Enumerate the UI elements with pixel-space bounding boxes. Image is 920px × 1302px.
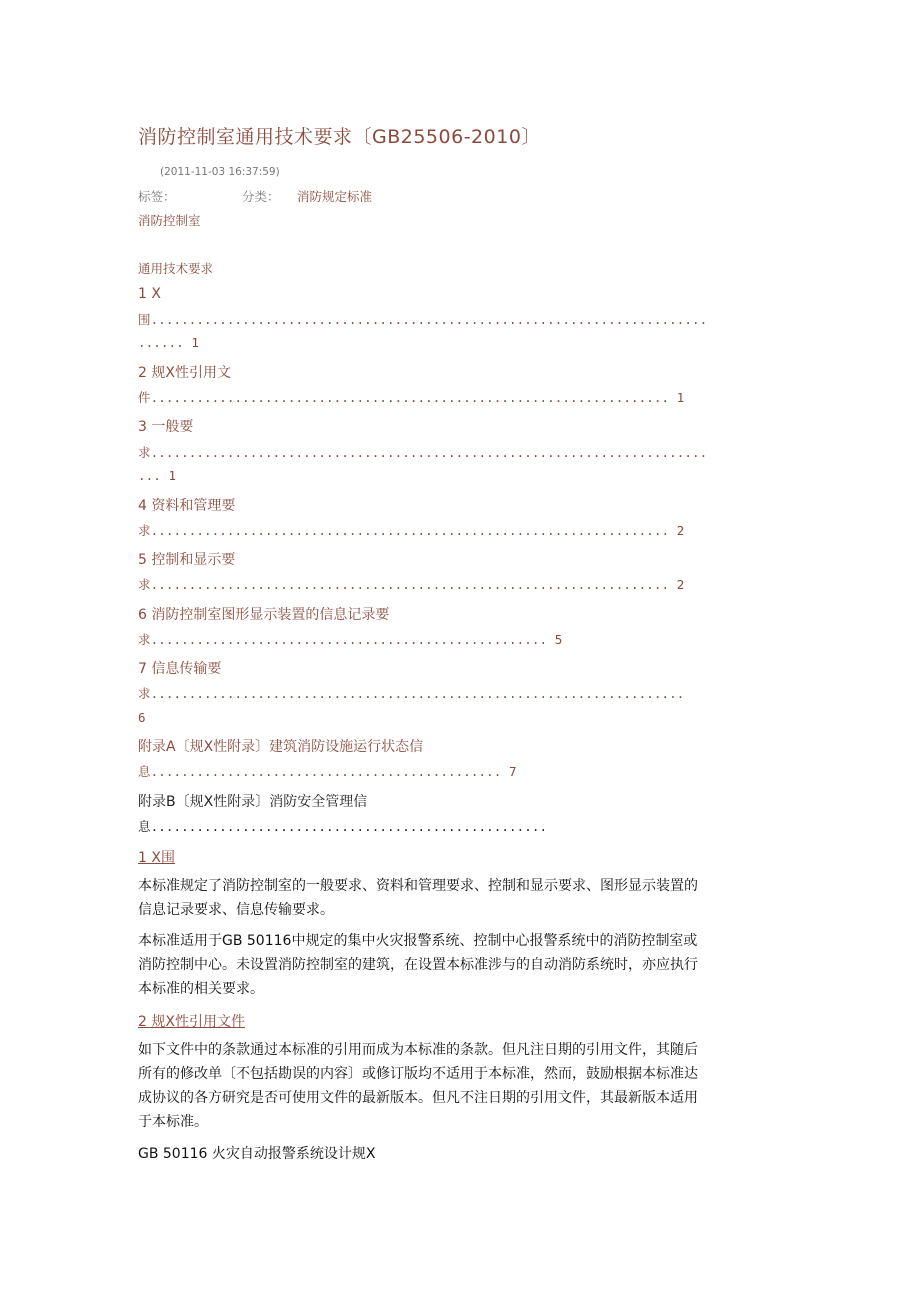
paragraph-line: 于本标准。 — [138, 1114, 208, 1130]
toc-entry-title: 附录B〔规X性附录〕消防安全管理信 — [138, 794, 368, 810]
section-1-paragraph-1 — [138, 874, 788, 922]
toc-entry-title: 2 规X性引用文 — [138, 365, 231, 381]
toc-entry-leader: 件.................................................................... 1 — [138, 390, 685, 405]
section-1-paragraph-2 — [138, 929, 788, 1001]
toc-entry-page: ...... 1 — [138, 335, 200, 350]
meta-row — [138, 187, 373, 205]
paragraph-line: 本标准适用于GB 50116中规定的集中火灾报警系统、控制中心报警系统中的消防控制室或 — [138, 933, 698, 949]
toc-entry-page: ... 1 — [138, 468, 177, 483]
toc-entry-title: 6 消防控制室图形显示装置的信息记录要 — [138, 607, 390, 623]
toc-entry-page: 6 — [138, 710, 146, 725]
tag-label: 标签： — [138, 189, 176, 204]
paragraph-line: 成协议的各方研究是否可使用文件的最新版本。但凡不注日期的引用文件，其最新版本适用 — [138, 1090, 698, 1106]
toc-entry-leader: 求.................................................... 5 — [138, 632, 563, 647]
toc-entry-title: 1 X — [138, 286, 161, 302]
paragraph-line: 信息记录要求、信息传输要求。 — [138, 902, 334, 918]
doc-date: (2011-11-03 16:37:59) — [160, 166, 280, 178]
paragraph-line: 本标准的相关要求。 — [138, 981, 264, 997]
doc-title: 消防控制室通用技术要求〔GB25506-2010〕 — [138, 126, 541, 148]
category-link[interactable]: 消防规定标准 — [297, 189, 373, 204]
toc-entry-leader: 息.................................................... — [138, 819, 548, 834]
toc-entry-leader: 求.................................................................... 2 — [138, 523, 685, 538]
toc-entry-title: 7 信息传输要 — [138, 661, 222, 677]
toc-entry-title: 3 一般要 — [138, 419, 194, 435]
toc-entry-title: 4 资料和管理要 — [138, 498, 236, 514]
paragraph-line: 如下文件中的条款通过本标准的引用而成为本标准的条款。但凡注日期的引用文件，其随后 — [138, 1042, 698, 1058]
section-2-paragraph-1 — [138, 1038, 788, 1134]
toc-entry-leader: 求......................................................................... — [138, 445, 708, 460]
paragraph-line: 消防控制中心。未设置消防控制室的建筑，在设置本标准涉与的自动消防系统时，亦应执行 — [138, 957, 698, 973]
section-heading-2[interactable]: 2 规X性引用文件 — [138, 1014, 245, 1030]
tag-link[interactable]: 消防控制室 — [138, 213, 201, 228]
toc-entry-title: 5 控制和显示要 — [138, 552, 236, 568]
toc-entry-leader: 息.............................................. 7 — [138, 764, 517, 779]
toc-entry-leader: 求...................................................................... — [138, 686, 685, 701]
toc-heading: 通用技术要求 — [138, 261, 214, 276]
toc-entry-leader: 求.................................................................... 2 — [138, 577, 685, 592]
category-label: 分类： — [242, 189, 280, 204]
toc-entry-leader: 围......................................................................... — [138, 312, 708, 327]
paragraph-line: 所有的修改单〔不包括勘误的内容〕或修订版均不适用于本标准，然而，鼓励根据本标准达 — [138, 1066, 698, 1082]
toc-entry-title: 附录A〔规X性附录〕建筑消防设施运行状态信 — [138, 739, 424, 755]
section-2-paragraph-2 — [138, 1142, 788, 1166]
paragraph-line: 本标准规定了消防控制室的一般要求、资料和管理要求、控制和显示要求、图形显示装置的 — [138, 878, 698, 894]
paragraph-line: GB 50116 火灾自动报警系统设计规X — [138, 1146, 376, 1162]
section-heading-1[interactable]: 1 X围 — [138, 850, 175, 866]
